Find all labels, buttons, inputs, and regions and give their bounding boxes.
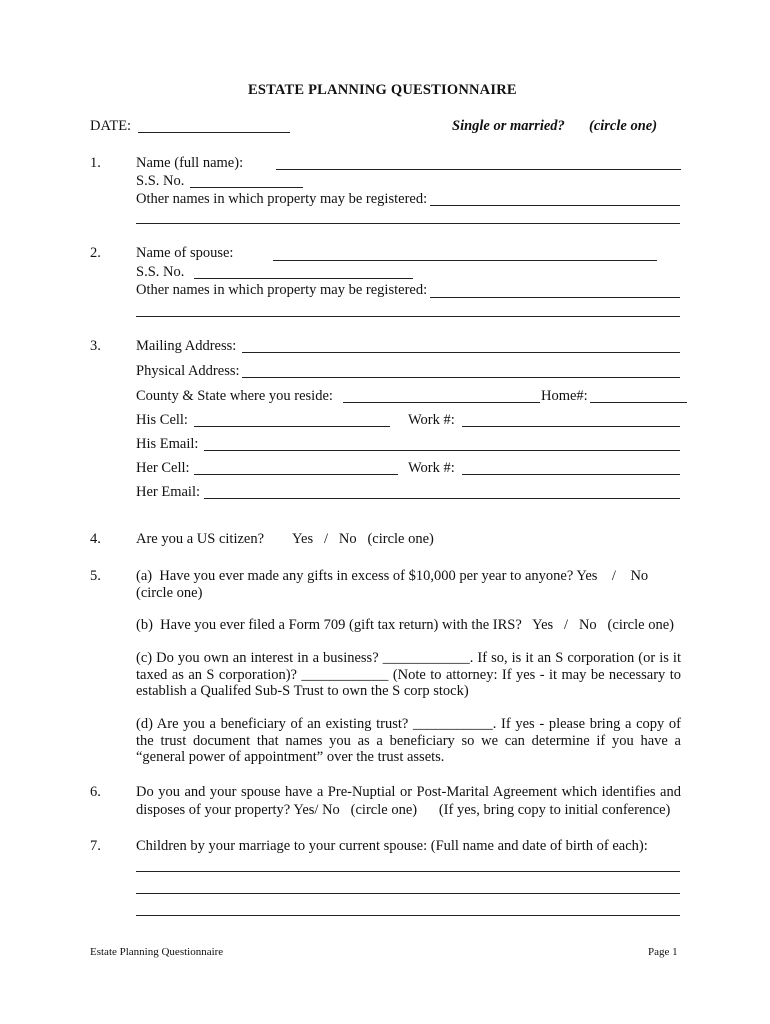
q2-ssn-field[interactable] [194,278,413,279]
q1-ssn-label: S.S. No. [136,173,185,189]
her-work-label: Work #: [408,460,455,476]
q2-number: 2. [90,245,101,261]
his-cell-label: His Cell: [136,412,188,428]
q2-other-names-field[interactable] [430,297,680,298]
q4-number: 4. [90,531,101,547]
physical-address-field[interactable] [242,377,680,378]
q6-question: Do you and your spouse have a Pre-Nuptial or Post-Marital Agreement which identifies and disposes of your property? Yes/ No (circle one) (If yes, bring copy to initial conference) [136,784,685,818]
q5c-question: (c) Do you own an interest in a business? ____________. If so, is it an S corporation (or is it taxed as an S corporation)? ____________ (Note to attorney: If yes - it may be necessary to establish a Qualifed Sub-S Trust to own the S corp stock) [136,650,681,699]
date-label: DATE: [90,118,132,134]
q1-name-label: Name (full name): [136,155,244,171]
county-state-label: County & State where you reside: [136,388,333,404]
her-cell-field[interactable] [194,474,398,475]
us-citizen-question: Are you a US citizen? [136,531,265,547]
his-email-field[interactable] [204,450,680,451]
her-cell-label: Her Cell: [136,460,190,476]
q1-other-names-field[interactable] [430,205,680,206]
q3-number: 3. [90,338,101,354]
q1-other-names-field-2[interactable] [136,223,680,224]
children-field-2[interactable] [136,893,680,894]
form-title: ESTATE PLANNING QUESTIONNAIRE [248,82,517,98]
q7-number: 7. [90,838,101,854]
her-email-field[interactable] [204,498,680,499]
date-field[interactable] [138,132,290,133]
q2-other-names-label: Other names in which property may be registered: [136,282,428,298]
q6-number: 6. [90,784,101,800]
q5d-question: (d) Are you a beneficiary of an existing trust? ___________. If yes - please bring a copy of the trust document that names you as a beneficiary so we can determine if you have a “general power of appointment” over the trust assets. [136,716,681,765]
q5b-question: (b) Have you ever filed a Form 709 (gift tax return) with the IRS? Yes / No (circle one) [136,617,674,633]
q7-question: Children by your marriage to your current spouse: (Full name and date of birth of each): [136,838,648,854]
home-phone-label: Home#: [541,388,588,404]
q2-name-label: Name of spouse: [136,245,234,261]
his-work-field[interactable] [462,426,680,427]
q5a-question: (a) Have you ever made any gifts in excess of $10,000 per year to anyone? Yes / No [136,568,649,584]
his-email-label: His Email: [136,436,199,452]
his-work-label: Work #: [408,412,455,428]
q2-name-field[interactable] [273,260,657,261]
q1-number: 1. [90,155,101,171]
mailing-address-label: Mailing Address: [136,338,237,354]
q2-ssn-label: S.S. No. [136,264,185,280]
q1-name-field[interactable] [276,169,681,170]
marital-question: Single or married? [452,118,565,134]
q1-other-names-label: Other names in which property may be registered: [136,191,428,207]
q5a-instruction: (circle one) [136,585,203,601]
her-email-label: Her Email: [136,484,201,500]
footer-document-title: Estate Planning Questionnaire [90,946,224,958]
marital-instruction: (circle one) [589,118,658,134]
home-phone-field[interactable] [590,402,687,403]
us-citizen-options[interactable]: Yes / No (circle one) [292,531,434,547]
children-field-1[interactable] [136,871,680,872]
q1-ssn-field[interactable] [190,187,303,188]
county-state-field[interactable] [343,402,540,403]
q2-other-names-field-2[interactable] [136,316,680,317]
children-field-3[interactable] [136,915,680,916]
his-cell-field[interactable] [194,426,390,427]
her-work-field[interactable] [462,474,680,475]
physical-address-label: Physical Address: [136,363,240,379]
q5-number: 5. [90,568,101,584]
mailing-address-field[interactable] [242,352,680,353]
page-number: Page 1 [648,946,678,958]
